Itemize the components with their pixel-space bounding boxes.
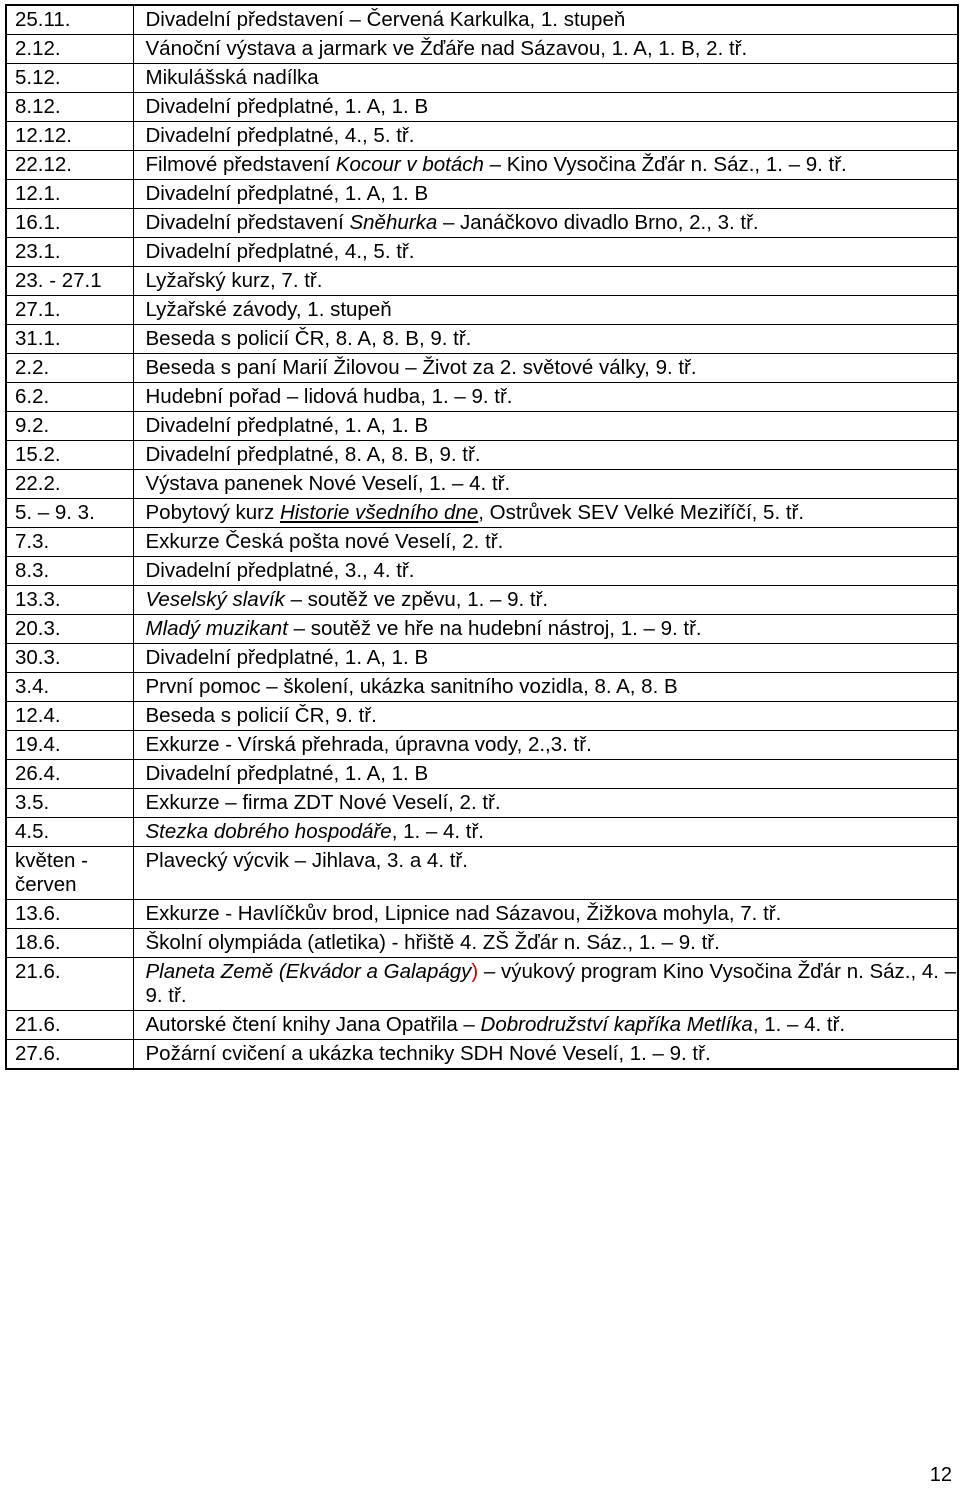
table-row <box>6 818 958 847</box>
event-cell <box>133 499 958 528</box>
table-row <box>6 238 958 267</box>
event-cell <box>133 35 958 64</box>
event-text: Lyžařské závody, 1. stupeň <box>145 298 392 321</box>
event-text: Beseda s policií ČR, 9. tř. <box>145 704 377 727</box>
table-row <box>6 958 958 1011</box>
event-cell <box>133 354 958 383</box>
date-cell: 13.3. <box>6 586 133 615</box>
date-cell: 5.12. <box>6 64 133 93</box>
event-cell <box>133 586 958 615</box>
date-cell: 5. – 9. 3. <box>6 499 133 528</box>
table-row <box>6 325 958 354</box>
event-text: Divadelní předplatné, 8. A, 8. B, 9. tř. <box>145 443 481 466</box>
page-number: 12 <box>929 1464 952 1486</box>
event-cell <box>133 900 958 929</box>
date-cell: 12.4. <box>6 702 133 731</box>
date-cell: 19.4. <box>6 731 133 760</box>
event-text: Filmové představení <box>145 153 336 176</box>
date-cell: 27.6. <box>6 1040 133 1070</box>
table-row <box>6 673 958 702</box>
event-text: Divadelní předplatné, 1. A, 1. B <box>145 414 429 437</box>
event-cell <box>133 818 958 847</box>
event-text: Plavecký výcvik – Jihlava, 3. a 4. tř. <box>145 849 468 872</box>
event-cell <box>133 673 958 702</box>
table-row <box>6 929 958 958</box>
table-row <box>6 644 958 673</box>
event-cell <box>133 93 958 122</box>
event-cell <box>133 122 958 151</box>
table-row <box>6 900 958 929</box>
event-cell <box>133 238 958 267</box>
date-cell: 16.1. <box>6 209 133 238</box>
event-cell <box>133 64 958 93</box>
table-row <box>6 760 958 789</box>
event-text: Exkurze Česká pošta nové Veselí, 2. tř. <box>145 530 504 553</box>
date-cell: květen - červen <box>6 847 133 900</box>
event-cell <box>133 847 958 900</box>
event-text: , 1. – 4. tř. <box>752 1013 846 1036</box>
event-text: , 1. – 4. tř. <box>391 820 484 843</box>
event-cell <box>133 209 958 238</box>
date-cell: 25.11. <box>6 5 133 35</box>
table-row <box>6 122 958 151</box>
event-cell <box>133 1040 958 1070</box>
date-cell: 4.5. <box>6 818 133 847</box>
event-text: Divadelní předplatné, 4., 5. tř. <box>145 240 415 263</box>
event-text: Exkurze – firma ZDT Nové Veselí, 2. tř. <box>145 791 501 814</box>
event-cell <box>133 296 958 325</box>
date-cell: 6.2. <box>6 383 133 412</box>
event-text: První pomoc – školení, ukázka sanitního vozidla, 8. A, 8. B <box>145 675 678 698</box>
event-text: ) <box>471 960 479 983</box>
date-cell: 12.12. <box>6 122 133 151</box>
event-text: Lyžařský kurz, 7. tř. <box>145 269 323 292</box>
event-cell <box>133 180 958 209</box>
date-cell: 15.2. <box>6 441 133 470</box>
event-cell <box>133 470 958 499</box>
event-text: Veselský slavík <box>145 588 285 611</box>
event-text: Požární cvičení a ukázka techniky SDH Nové Veselí, 1. – 9. tř. <box>145 1042 711 1065</box>
date-cell: 2.12. <box>6 35 133 64</box>
event-text: Divadelní představení <box>145 211 350 234</box>
table-row <box>6 64 958 93</box>
event-text: Autorské čtení knihy Jana Opatřila – <box>145 1013 481 1036</box>
event-text: Mikulášská nadílka <box>145 66 319 89</box>
date-cell: 8.3. <box>6 557 133 586</box>
event-text: Divadelní předplatné, 1. A, 1. B <box>145 762 429 785</box>
date-cell: 18.6. <box>6 929 133 958</box>
event-text: Vánoční výstava a jarmark ve Žďáře nad Sázavou, 1. A, 1. B, 2. tř. <box>145 37 748 60</box>
table-row <box>6 412 958 441</box>
event-text: Divadelní předplatné, 1. A, 1. B <box>145 182 429 205</box>
date-cell: 21.6. <box>6 958 133 1011</box>
date-cell: 13.6. <box>6 900 133 929</box>
date-cell: 3.4. <box>6 673 133 702</box>
event-cell <box>133 760 958 789</box>
date-cell: 12.1. <box>6 180 133 209</box>
event-text: Planeta Země (Ekvádor a Galapágy <box>145 960 472 983</box>
event-cell <box>133 383 958 412</box>
table-row <box>6 470 958 499</box>
event-cell <box>133 789 958 818</box>
event-text: Exkurze - Vírská přehrada, úpravna vody, 2.,3. tř. <box>145 733 592 756</box>
event-cell <box>133 958 958 1011</box>
event-cell <box>133 731 958 760</box>
table-row <box>6 180 958 209</box>
table-row <box>6 847 958 900</box>
date-cell: 30.3. <box>6 644 133 673</box>
event-text: Exkurze - Havlíčkův brod, Lipnice nad Sázavou, Žižkova mohyla, 7. tř. <box>145 902 782 925</box>
event-text: Divadelní předplatné, 3., 4. tř. <box>145 559 415 582</box>
table-row <box>6 557 958 586</box>
table-row <box>6 209 958 238</box>
event-text: Divadelní předplatné, 1. A, 1. B <box>145 95 429 118</box>
event-cell <box>133 528 958 557</box>
event-cell <box>133 5 958 35</box>
event-cell <box>133 441 958 470</box>
table-row <box>6 441 958 470</box>
date-cell: 21.6. <box>6 1011 133 1040</box>
date-cell: 22.2. <box>6 470 133 499</box>
event-text: Mladý muzikant <box>145 617 288 640</box>
table-row <box>6 35 958 64</box>
event-text: Historie všedního dne <box>279 501 479 524</box>
schedule-table <box>5 4 959 1070</box>
event-cell <box>133 644 958 673</box>
table-row <box>6 615 958 644</box>
date-cell: 27.1. <box>6 296 133 325</box>
event-text: Výstava panenek Nové Veselí, 1. – 4. tř. <box>145 472 511 495</box>
event-text: Dobrodružství kapříka Metlíka <box>480 1013 753 1036</box>
table-row <box>6 383 958 412</box>
table-row <box>6 789 958 818</box>
event-text: Kocour v botách <box>335 153 484 176</box>
event-cell <box>133 929 958 958</box>
date-cell: 8.12. <box>6 93 133 122</box>
table-row <box>6 1040 958 1070</box>
event-cell <box>133 702 958 731</box>
event-text: Stezka dobrého hospodáře <box>145 820 392 843</box>
event-cell <box>133 557 958 586</box>
date-cell: 3.5. <box>6 789 133 818</box>
table-row <box>6 296 958 325</box>
event-text: – soutěž ve zpěvu, 1. – 9. tř. <box>284 588 549 611</box>
event-text: Divadelní představení – Červená Karkulka, 1. stupeň <box>145 8 626 31</box>
event-text: Divadelní předplatné, 4., 5. tř. <box>145 124 415 147</box>
event-cell <box>133 1011 958 1040</box>
event-text: – Janáčkovo divadlo Brno, 2., 3. tř. <box>437 211 759 234</box>
event-cell <box>133 412 958 441</box>
table-row <box>6 528 958 557</box>
event-cell <box>133 267 958 296</box>
date-cell: 7.3. <box>6 528 133 557</box>
event-text: Školní olympiáda (atletika) - hřiště 4. ZŠ Žďár n. Sáz., 1. – 9. tř. <box>145 931 720 954</box>
event-text: Beseda s paní Marií Žilovou – Život za 2. světové války, 9. tř. <box>145 356 697 379</box>
schedule-body <box>6 5 958 1069</box>
table-row <box>6 151 958 180</box>
event-text: – soutěž ve hře na hudební nástroj, 1. – 9. tř. <box>287 617 702 640</box>
event-text: Beseda s policií ČR, 8. A, 8. B, 9. tř. <box>145 327 472 350</box>
table-row <box>6 5 958 35</box>
date-cell: 31.1. <box>6 325 133 354</box>
event-text: Pobytový kurz <box>145 501 280 524</box>
table-row <box>6 93 958 122</box>
event-text: Hudební pořad – lidová hudba, 1. – 9. tř. <box>145 385 513 408</box>
event-text: – výukový program Kino Vysočina Žďár n. Sáz., 4. – 9. tř. <box>145 960 957 1007</box>
table-row <box>6 586 958 615</box>
table-row <box>6 1011 958 1040</box>
table-row <box>6 267 958 296</box>
date-cell: 23. - 27.1 <box>6 267 133 296</box>
date-cell: 23.1. <box>6 238 133 267</box>
date-cell: 9.2. <box>6 412 133 441</box>
date-cell: 22.12. <box>6 151 133 180</box>
date-cell: 26.4. <box>6 760 133 789</box>
event-text: Sněhurka <box>349 211 438 234</box>
event-cell <box>133 151 958 180</box>
table-row <box>6 499 958 528</box>
event-text: – Kino Vysočina Žďár n. Sáz., 1. – 9. tř. <box>483 153 847 176</box>
date-cell: 20.3. <box>6 615 133 644</box>
event-text: Divadelní předplatné, 1. A, 1. B <box>145 646 429 669</box>
table-row <box>6 702 958 731</box>
date-cell: 2.2. <box>6 354 133 383</box>
event-text: , Ostrůvek SEV Velké Meziříčí, 5. tř. <box>478 501 805 524</box>
event-cell <box>133 615 958 644</box>
table-row <box>6 354 958 383</box>
table-row <box>6 731 958 760</box>
event-cell <box>133 325 958 354</box>
